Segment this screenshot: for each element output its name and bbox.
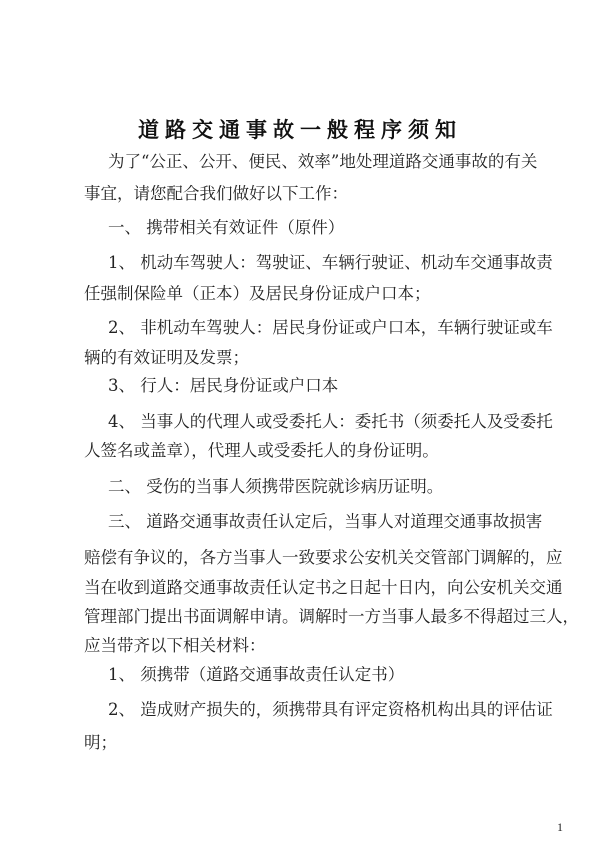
list-item-continuation: 人签名或盖章），代理人或受委托人的身份证明。 [84,441,439,460]
list-item: 1、 机动车驾驶人：驾驶证、车辆行驶证、机动车交通事故责 [108,253,553,272]
list-item: 2、 造成财产损失的，须携带具有评定资格机构出具的评估证 [108,700,553,719]
paragraph-line: 为了“公正、公开、便民、效率”地处理道路交通事故的有关 [108,152,538,171]
list-item-continuation: 明； [84,733,117,752]
list-item: 3、 行人：居民身份证或户口本 [108,376,339,395]
section-heading: 一、 携带相关有效证件（原件） [108,218,345,237]
list-item-continuation: 辆的有效证明及发票； [84,348,249,367]
paragraph-line: 事宜，请您配合我们做好以下工作： [84,184,348,203]
list-item: 4、 当事人的代理人或受委托人：委托书（须委托人及受委托 [108,412,553,431]
list-item: 2、 非机动车驾驶人：居民身份证或户口本，车辆行驶证或车 [108,318,553,337]
page-number: 1 [557,820,563,834]
list-item: 1、 须携带（道路交通事故责任认定书） [108,665,405,684]
document-title: 道路交通事故一般程序须知 [138,118,462,142]
section-heading: 二、 受伤的当事人须携带医院就诊病历证明。 [108,477,444,496]
section-heading: 三、 道路交通事故责任认定后，当事人对道理交通事故损害 [108,512,543,531]
list-item-continuation: 任强制保险单（正本）及居民身份证成户口本； [84,284,431,303]
paragraph-line: 当在收到道路交通事故责任认定书之日起十日内，向公安机关交通 [84,578,563,597]
paragraph-line: 应当带齐以下相关材料： [84,636,266,655]
paragraph-line: 赔偿有争议的，各方当事人一致要求公安机关交管部门调解的，应 [84,548,563,567]
paragraph-line: 管理部门提出书面调解申请。调解时一方当事人最多不得超过三人， [84,607,579,626]
